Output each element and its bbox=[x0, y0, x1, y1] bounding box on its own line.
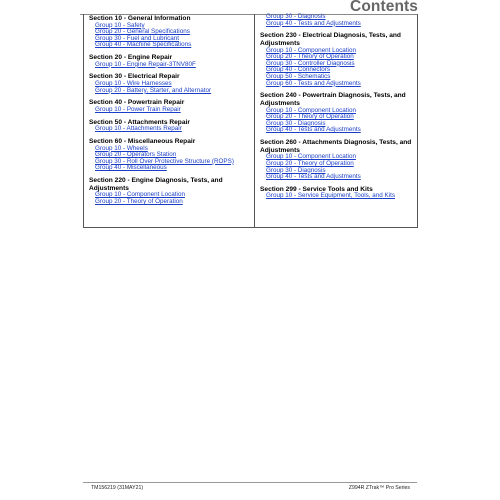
group-link[interactable]: Group 30 - Diagnosis bbox=[266, 166, 326, 174]
group-link[interactable]: Group 50 - Schematics bbox=[266, 72, 331, 80]
toc-section bbox=[260, 92, 422, 134]
group-link[interactable]: Group 20 - Theory of Operation bbox=[266, 113, 354, 121]
group-link[interactable]: Group 10 - Service Equipment, Tools, and Kits bbox=[266, 192, 396, 200]
toc-section bbox=[260, 32, 422, 87]
group-link[interactable]: Group 10 - Component Location bbox=[266, 46, 356, 54]
group-link[interactable]: Group 10 - Power Train Repair bbox=[95, 105, 181, 113]
group-link[interactable]: Group 30 - Diagnosis bbox=[266, 13, 326, 20]
group-link[interactable]: Group 10 - Engine Repair-3TNV80F bbox=[95, 60, 196, 68]
section-title: Section 220 - Engine Diagnosis, Tests, and Adjustments bbox=[89, 176, 223, 192]
group-link[interactable]: Group 30 - Diagnosis bbox=[266, 119, 326, 127]
group-link[interactable]: Group 10 - Safety bbox=[95, 21, 145, 29]
toc-section bbox=[89, 119, 251, 133]
group-link[interactable]: Group 30 - Controller Diagnosis bbox=[266, 59, 355, 67]
page-title: Contents bbox=[350, 0, 418, 15]
toc-right-column bbox=[260, 14, 422, 205]
toc-section bbox=[260, 14, 422, 27]
group-link[interactable]: Group 20 - Operators Station bbox=[95, 151, 177, 159]
toc-section bbox=[89, 15, 251, 49]
group-link[interactable]: Group 20 - Theory of Operation bbox=[95, 197, 183, 205]
toc-left-column bbox=[89, 15, 251, 211]
section-title: Section 60 - Miscellaneous Repair bbox=[89, 137, 196, 145]
group-link[interactable]: Group 40 - Tests and Adjustments bbox=[266, 126, 361, 134]
group-link[interactable]: Group 40 - Machine Specifications bbox=[95, 41, 192, 49]
section-title: Section 40 - Powertrain Repair bbox=[89, 99, 185, 107]
toc-section bbox=[89, 177, 251, 206]
group-link[interactable]: Group 20 - Theory of Operation bbox=[266, 53, 354, 61]
group-link[interactable]: Group 20 - Theory of Operation bbox=[266, 159, 354, 167]
group-link[interactable]: Group 40 - Miscellaneous bbox=[95, 164, 167, 172]
group-link[interactable]: Group 10 - Component Location bbox=[266, 106, 356, 114]
group-link[interactable]: Group 30 - Fuel and Lubricant bbox=[95, 34, 180, 42]
section-title: Section 50 - Attachments Repair bbox=[89, 118, 190, 126]
section-title: Section 260 - Attachments Diagnosis, Tests, and Adjustments bbox=[260, 138, 412, 154]
section-title: Section 10 - General Information bbox=[89, 15, 191, 22]
group-link[interactable]: Group 10 - Component Location bbox=[266, 153, 356, 161]
group-link[interactable]: Group 10 - Attachments Repair bbox=[95, 125, 182, 133]
group-link[interactable]: Group 10 - Wheels bbox=[95, 144, 148, 152]
column-divider bbox=[254, 14, 255, 228]
section-title: Section 30 - Electrical Repair bbox=[89, 73, 180, 81]
group-link[interactable]: Group 10 - Wire Harnesses bbox=[95, 80, 172, 88]
toc-section bbox=[89, 54, 251, 68]
section-title: Section 240 - Powertrain Diagnosis, Tests, and Adjustments bbox=[260, 92, 406, 107]
group-link[interactable]: Group 40 - Tests and Adjustments bbox=[266, 19, 361, 27]
section-title: Section 20 - Engine Repair bbox=[89, 54, 173, 62]
group-link[interactable]: Group 10 - Component Location bbox=[95, 191, 185, 199]
footer-divider bbox=[83, 482, 417, 483]
toc-section bbox=[89, 73, 251, 94]
footer-document-id: TM156219 (31MAY21) bbox=[91, 485, 144, 491]
group-link[interactable]: Group 40 - Tests and Adjustments bbox=[266, 173, 361, 181]
group-link[interactable]: Group 60 - Tests and Adjustments bbox=[266, 79, 361, 87]
toc-section bbox=[89, 99, 251, 113]
footer-product-name: Z994R ZTrak™ Pro Series bbox=[348, 485, 410, 491]
toc-section bbox=[89, 138, 251, 172]
group-link[interactable]: Group 20 - General Specifications bbox=[95, 28, 190, 36]
section-title: Section 230 - Electrical Diagnosis, Tests, and Adjustments bbox=[260, 32, 401, 47]
group-link[interactable]: Group 40 - Connectors bbox=[266, 66, 331, 74]
toc-section bbox=[260, 139, 422, 181]
section-title: Section 299 - Service Tools and Kits bbox=[260, 185, 373, 193]
group-link[interactable]: Group 30 - Roll Over Protective Structure (ROPS) bbox=[95, 157, 234, 165]
toc-section bbox=[260, 186, 422, 200]
group-link[interactable]: Group 20 - Battery, Starter, and Alternator bbox=[95, 86, 212, 94]
